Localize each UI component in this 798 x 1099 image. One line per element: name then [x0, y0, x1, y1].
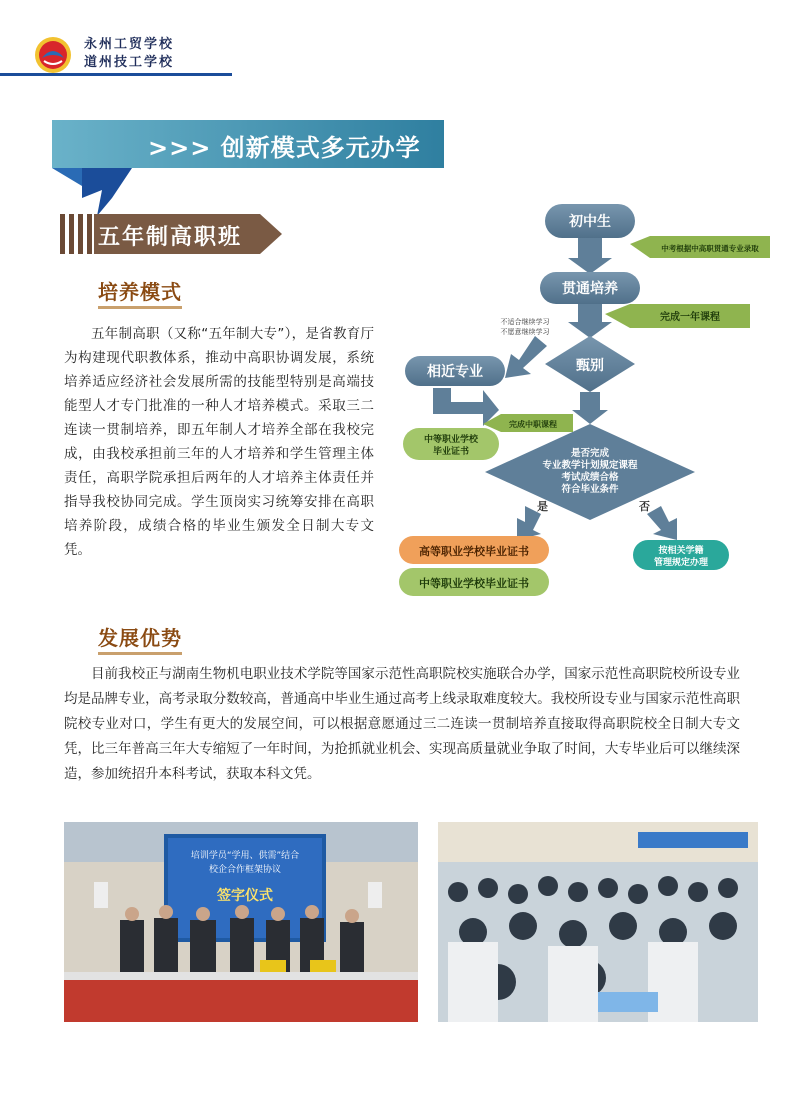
training-mode-title: 培养模式: [98, 276, 182, 309]
node-through-label: 贯通培养: [562, 281, 618, 297]
node-secondary-cert-2: 毕业证书: [432, 447, 470, 457]
photo-signing-ceremony: [64, 822, 418, 1022]
photo-banner-line-3: 签字仪式: [217, 888, 273, 904]
decision-line-1: 是否完成: [570, 448, 610, 459]
banner-title: >>> 创新模式多元办学: [148, 134, 421, 162]
node-secondary-cert-full-label: 中等职业学校毕业证书: [419, 577, 529, 590]
school-name: [84, 36, 174, 72]
school-name-line-1: 永州工贸学校: [84, 37, 175, 52]
decision-line-4: 符合毕业条件: [561, 484, 619, 495]
advantage-title: 发展优势: [98, 622, 182, 655]
arrow-1: [568, 238, 612, 274]
node-regulation-2: 管理规定办理: [653, 558, 709, 568]
note-unsuitable-1: 不适合继续学习: [500, 318, 550, 326]
note-admission: 中考根据中高职贯通专业录取: [661, 244, 759, 253]
section-title: 五年制高职班: [98, 225, 243, 250]
note-one-year: 完成一年课程: [660, 312, 720, 323]
node-similar-label: 相近专业: [427, 364, 483, 380]
note-complete-secondary: 完成中职课程: [509, 420, 557, 429]
school-logo: [34, 36, 72, 74]
label-yes: 是: [537, 500, 548, 513]
node-higher-cert-label: 高等职业学校毕业证书: [419, 545, 529, 558]
photo-job-fair: [438, 822, 758, 1022]
photo-banner-line-2: 校企合作框架协议: [208, 865, 282, 875]
training-mode-text: 五年制高职（又称“五年制大专”），是省教育厅为构建现代职教体系，推动中高职协调发展，系统培养适应经济社会发展所需的技能型特别是高端技能型人才专门批准的一种人才培养模式。采取三二连读一贯制培养，即五年制人才培养全部在我校完成，由我校承担前三年的人才培养和学生管理主体责任，高职学院承担后两年的人才培养主体责任并指导我校协同完成。学生顶岗实习统筹安排在高职培养阶段，成绩合格的毕业生颁发全日制大专文凭。: [64, 326, 374, 558]
photo-banner-line-1: 培训学员“学用、供需”结合: [190, 851, 300, 861]
advantage-text: 目前我校正与湖南生物机电职业技术学院等国家示范性高职院校实施联合办学，国家示范性高职院校所设专业均是品牌专业，高考录取分数较高，普通高中毕业生通过高考上线录取难度较大。我校所设专业与国家示范性高职院校专业对口，学生有更大的发展空间，可以根据意愿通过三二连读一贯制培养直接取得高职院校全日制大专文凭，比三年普高三年大专缩短了一年时间，为抢抓就业机会、实现高质量就业争取了时间，大专毕业后可以继续深造，参加统招升本科考试，获取本科文凭。: [64, 666, 740, 782]
label-no: 否: [639, 500, 650, 513]
header-divider: [0, 73, 232, 76]
flowchart: [395, 196, 775, 616]
node-secondary-cert-1: 中等职业学校: [423, 435, 479, 445]
node-regulation-1: 按相关学籍: [658, 546, 704, 556]
node-screen-label: 甄别: [576, 358, 604, 374]
note-unsuitable-2: 不愿意继续学习: [500, 328, 550, 336]
arrow-4: [433, 388, 499, 426]
arrow-no: [647, 506, 677, 540]
decision-line-3: 考试成绩合格: [561, 472, 619, 483]
banner-ribbon-tail: [52, 168, 142, 216]
decision-line-2: 专业教学计划规定课程: [542, 460, 638, 471]
node-junior-label: 初中生: [569, 214, 611, 230]
arrow-2: [568, 304, 612, 338]
arrow-diag: [505, 336, 547, 378]
arrow-3: [572, 392, 608, 424]
school-name-line-2: 道州技工学校: [84, 55, 175, 70]
